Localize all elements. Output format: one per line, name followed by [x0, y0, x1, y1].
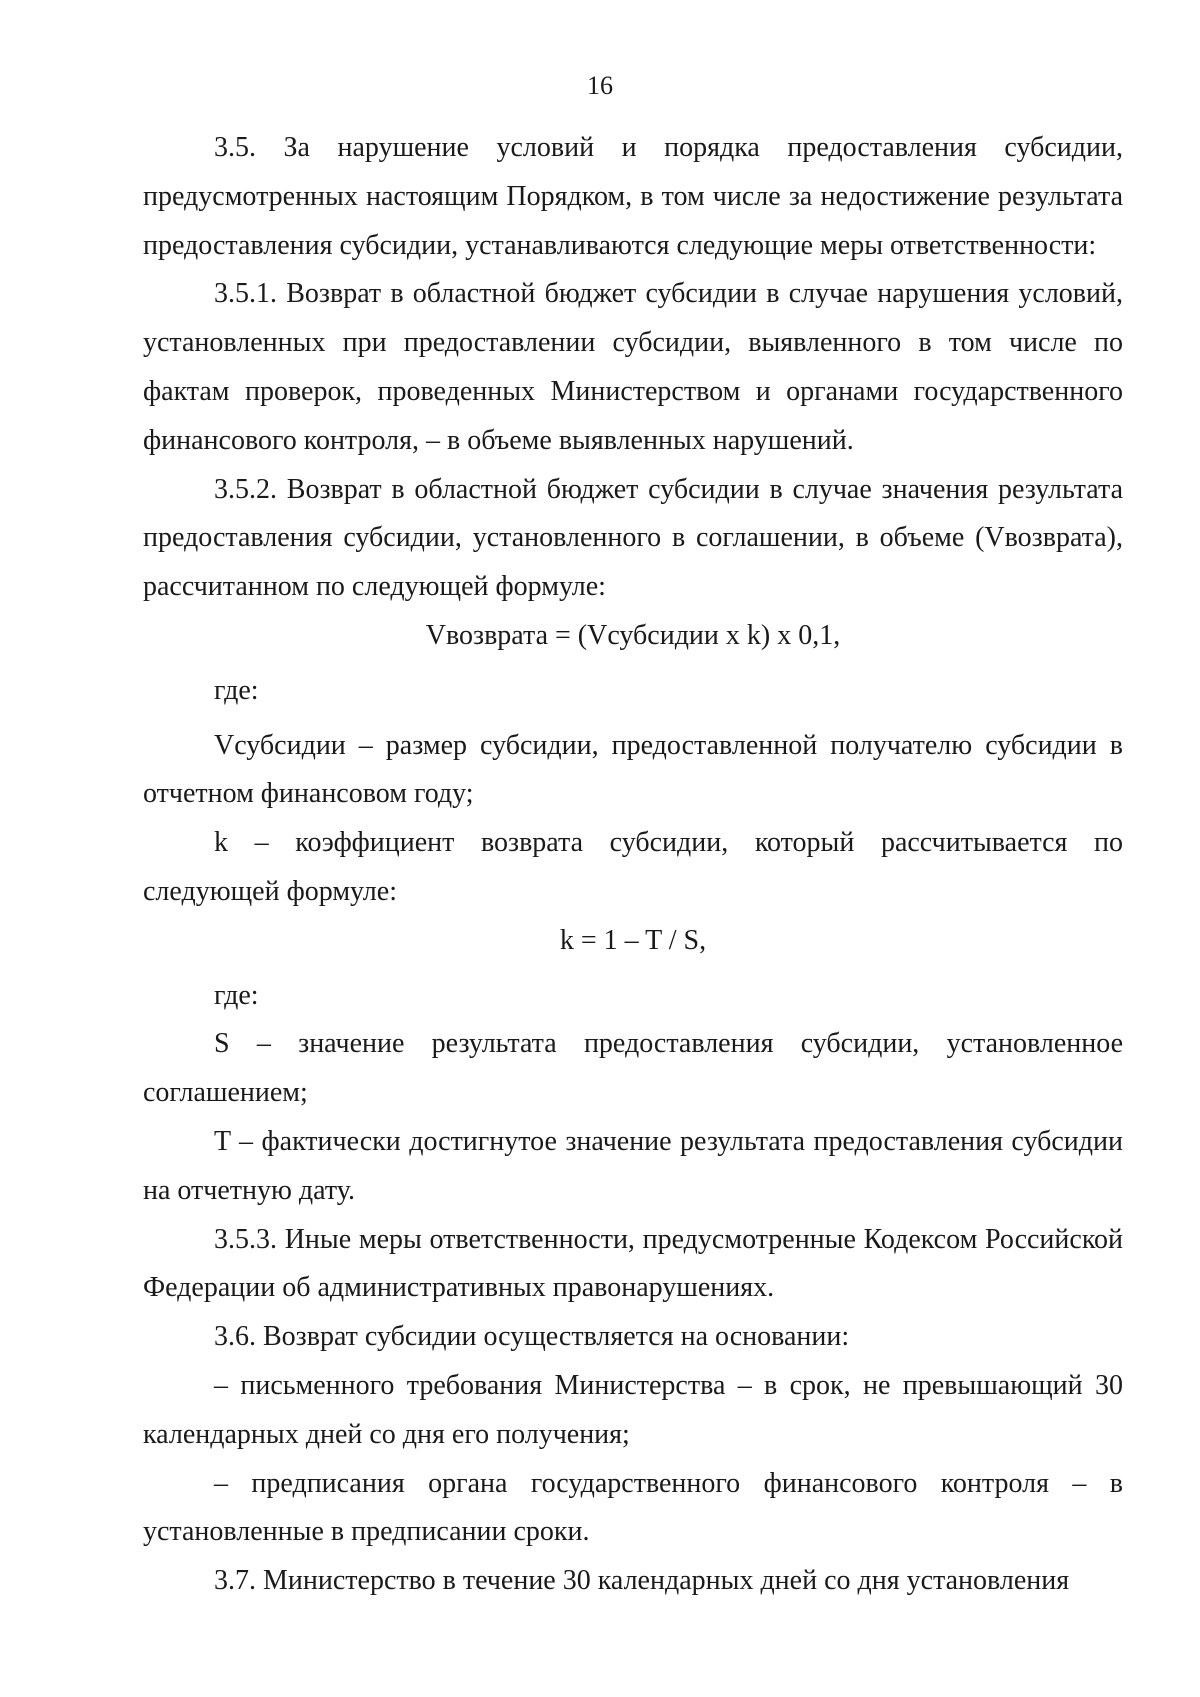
paragraph-3-5-3: 3.5.3. Иные меры ответственности, предусмотренные Кодексом Российской Федерации об административных правонарушениях.: [143, 1223, 1123, 1304]
definition-v-subsidy: Vсубсидии – размер субсидии, предоставленной получателю субсидии в отчетном финансовом году;: [143, 729, 1123, 810]
formula-return-volume: Vвозврата = (Vсубсидии x k) x 0,1,: [425, 619, 841, 651]
list-item-prescription: – предписания органа государственного финансового контроля – в установленные в предписании сроки.: [143, 1467, 1123, 1548]
formula-k: k = 1 – T / S,: [559, 924, 707, 956]
page-number: 16: [587, 71, 613, 100]
definition-s: S – значение результата предоставления субсидии, установленное соглашением;: [143, 1028, 1123, 1109]
paragraph-3-5-2: 3.5.2. Возврат в областной бюджет субсидии в случае значения результата предоставления субсидии, установленного в соглашении, в объеме (Vвозврата), рассчитанном по следующей формуле:: [143, 473, 1123, 603]
document-body: [143, 124, 1123, 1606]
paragraph-3-5: 3.5. За нарушение условий и порядка предоставления субсидии, предусмотренных настоящим Порядком, в том числе за недостижение результата предоставления субсидии, устанавливаются следующие меры ответственности:: [143, 132, 1123, 261]
paragraph-3-7: 3.7. Министерство в течение 30 календарных дней со дня установления: [214, 1565, 1070, 1597]
list-item-written-requirement: – письменного требования Министерства – в срок, не превышающий 30 календарных дней со дня его получения;: [143, 1369, 1123, 1450]
definition-t: T – фактически достигнутое значение результата предоставления субсидии на отчетную дату.: [143, 1125, 1123, 1206]
where-label-2: где:: [214, 979, 259, 1011]
paragraph-3-6: 3.6. Возврат субсидии осуществляется на основании:: [214, 1321, 850, 1353]
paragraph-3-5-1: 3.5.1. Возврат в областной бюджет субсидии в случае нарушения условий, установленных при предоставлении субсидии, выявленного в том числе по фактам проверок, проведенных Министерством и органами государственного финансового контроля, – в объеме выявленных нарушений.: [143, 278, 1123, 456]
where-label-1: где:: [214, 674, 259, 706]
definition-k: k – коэффициент возврата субсидии, который рассчитывается по следующей формуле:: [143, 827, 1123, 907]
